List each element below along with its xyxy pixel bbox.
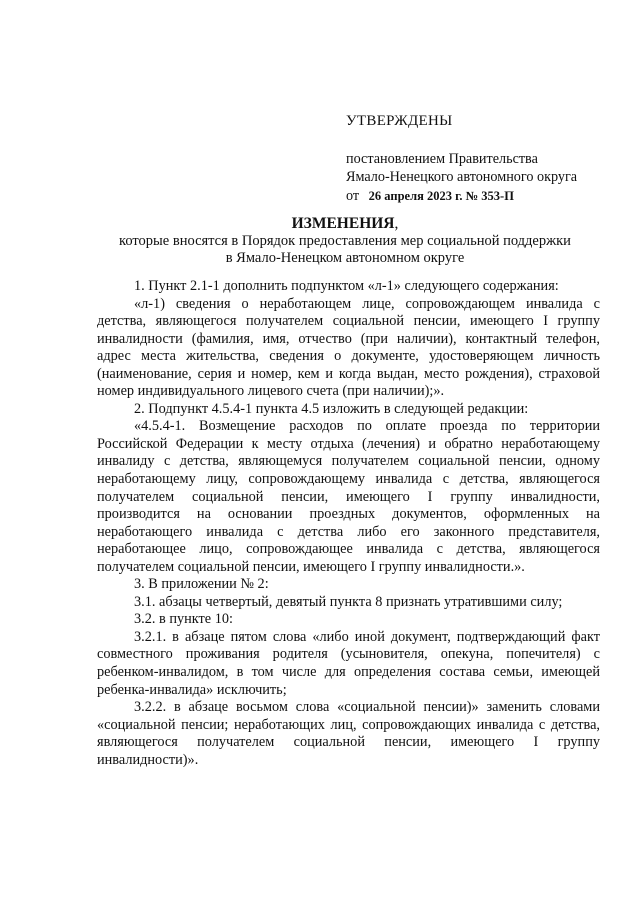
approval-authority-line: Ямало-Ненецкого автономного округа (346, 169, 578, 185)
paragraph-3-2: 3.2. в пункте 10: (134, 611, 233, 628)
paragraph-2: 2. Подпункт 4.5.4-1 пункта 4.5 изложить в следующей редакции: (134, 400, 529, 417)
document-body (97, 278, 600, 769)
paragraph-3-1: 3.1. абзацы четвертый, девятый пункта 8 признать утратившими силу; (134, 593, 563, 610)
paragraph-1: 1. Пункт 2.1-1 дополнить подпунктом «л-1» следующего содержания: (134, 278, 559, 294)
approval-title: УТВЕРЖДЕНЫ (346, 113, 453, 129)
approval-date-prefix: от (346, 188, 360, 204)
paragraph-3-2-1: 3.2.1. в абзаце пятом слова «либо иной документ, подтверждающий факт совместного проживания родителя (усыновителя, опекуна, попечителя) с ребенком-инвалидом, в том числе для определения состава семьи, имеющей ребенка-инвалида» исключить; (97, 628, 600, 698)
document-heading (90, 214, 600, 267)
document-title (90, 214, 600, 233)
document-title-suffix: , (394, 215, 399, 232)
document-subtitle-line2: в Ямало-Ненецком автономном округе (225, 250, 465, 266)
document-subtitle-line1: которые вносятся в Порядок предоставления мер социальной поддержки (119, 233, 571, 249)
paragraph-l1-content: «л-1) сведения о неработающем лице, сопровождающем инвалида с детства, являющегося получателем социальной пенсии, имеющего I группу инвалидности (фамилия, имя, отчество (при наличии), контактный телефон, адрес места жительства, сведения о документе, удостоверяющем личность (наименование, серия и номер, кем и когда выдан, место рождения), страховой номер индивидуального лицевого счета (при наличии);». (97, 295, 600, 400)
paragraph-3: 3. В приложении № 2: (134, 576, 269, 593)
approval-date-value: 26 апреля 2023 г. № 353-П (368, 189, 514, 203)
paragraph-3-2-2: 3.2.2. в абзаце восьмом слова «социальной пенсии)» заменить словами «социальной пенсии; неработающих лиц, сопровождающих инвалида с детства, являющегося получателем социальной пенсии, имеющего I группу инвалидности)». (97, 699, 600, 768)
paragraph-4541-content: «4.5.4-1. Возмещение расходов по оплате проезда по территории Российской Федерации к месту отдыха (лечения) и обратно неработающему инвалиду с детства, являющемуся получателем социальной пенсии, одному неработающему лицу, сопровождающему инвалида с детства, являющегося получателем социальной пенсии, имеющего I группу инвалидности, производится на основании проездных документов, оформленных на неработающего инвалида с детства либо его законного представителя, неработающее лицо, сопровождающее инвалида с детства, являющегося получателем социальной пенсии, имеющего I группу инвалидности.». (97, 418, 600, 575)
approval-block (346, 112, 631, 206)
approval-date-line (346, 186, 631, 206)
document-title-text: ИЗМЕНЕНИЯ (291, 215, 395, 232)
approval-resolution-line: постановлением Правительства (346, 151, 538, 167)
